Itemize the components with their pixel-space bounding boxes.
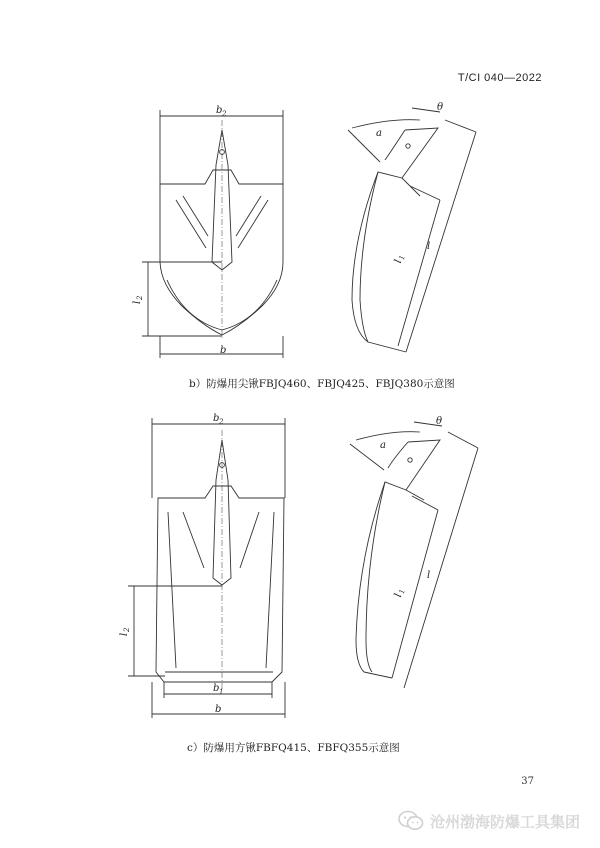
figure-c-label-a <box>378 436 390 455</box>
svg-text:2: 2 <box>219 418 224 426</box>
svg-text:b: b <box>213 413 220 424</box>
svg-text:1: 1 <box>397 254 406 261</box>
wechat-icon <box>398 810 424 832</box>
svg-text:l: l <box>427 241 431 252</box>
figure-c-label-b <box>213 700 227 719</box>
figure-c-label-b2 <box>211 410 231 430</box>
svg-text:1: 1 <box>397 588 406 595</box>
watermark <box>398 810 580 832</box>
figure-b-b2-text: b <box>216 105 223 116</box>
svg-text:θ: θ <box>436 416 443 427</box>
standard-code: T/CI 040—2022 <box>457 72 542 84</box>
svg-text:a: a <box>376 128 382 139</box>
figure-c-label-l1 <box>392 582 406 606</box>
svg-text:2: 2 <box>136 295 144 300</box>
svg-text:l: l <box>392 592 405 599</box>
svg-text:b: b <box>215 704 222 715</box>
svg-text:2: 2 <box>222 110 227 118</box>
figure-c-label-l2 <box>116 620 132 644</box>
svg-text:θ: θ <box>437 102 444 113</box>
figure-b-caption: b）防爆用尖锹FBJQ460、FBJQ425、FBJQ380示意图 <box>189 378 455 390</box>
figure-c-caption: c）防爆用方锹FBFQ415、FBFQ355示意图 <box>187 742 400 754</box>
svg-text:l: l <box>427 570 431 581</box>
page-number: 37 <box>521 776 534 787</box>
svg-text:b: b <box>220 345 227 356</box>
figure-c-label-l <box>425 566 437 585</box>
svg-text:l: l <box>392 258 405 265</box>
figure-c-label-b1 <box>211 680 231 700</box>
svg-text:l: l <box>119 632 130 636</box>
svg-text:b: b <box>213 683 220 694</box>
svg-text:l: l <box>132 300 143 304</box>
watermark-text: 沧州渤海防爆工具集团 <box>429 812 580 831</box>
svg-text:2: 2 <box>123 627 131 632</box>
svg-text:1: 1 <box>219 688 224 696</box>
figure-c-label-theta <box>434 412 448 431</box>
svg-text:a: a <box>380 440 386 451</box>
